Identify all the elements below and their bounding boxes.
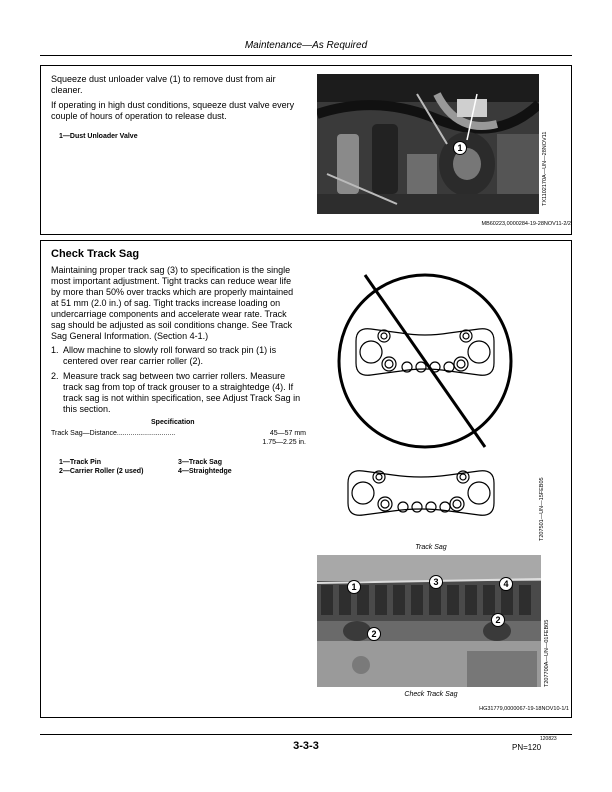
dust-legend: 1—Dust Unloader Valve: [59, 133, 138, 140]
section-title: Check Track Sag: [51, 248, 140, 260]
dust-unloader-section: [40, 65, 572, 235]
dust-unloader-photo: [317, 74, 539, 214]
dust-ref-code: MB60223,0000284-19-28NOV11-2/2: [481, 221, 571, 227]
spec-heading: Specification: [151, 419, 195, 426]
dust-para-1: Squeeze dust unloader valve (1) to remove dust from air cleaner.: [51, 74, 276, 95]
photo-callout-2-left: 2: [367, 627, 381, 641]
step-1: Allow machine to slowly roll forward so track pin (1) is centered over rear carrier roller (2).: [63, 345, 277, 366]
footer-code: 120823: [540, 736, 557, 742]
spec-label: Track Sag—Distance: [51, 430, 117, 437]
track-sag-diagram: [321, 263, 533, 545]
dust-photo-code: TX1102170A—UN—28NOV11: [542, 131, 548, 206]
spec-value-mm: 45—57 mm: [269, 430, 306, 437]
diagram-caption: Track Sag: [415, 544, 447, 551]
legend-straightedge: 4—Straightedge: [178, 468, 232, 475]
legend-track-sag: 3—Track Sag: [178, 459, 222, 466]
photo-callout-4: 4: [499, 577, 513, 591]
check-track-sag-section: [40, 240, 572, 718]
callout-1: 1: [453, 141, 467, 155]
spec-value-in: 1.75—2.25 in.: [262, 439, 306, 446]
dust-para-2: If operating in high dust conditions, squeeze dust valve every couple of hours of operation to release dust.: [51, 100, 295, 121]
photo-caption: Check Track Sag: [404, 691, 458, 698]
track-sag-ref-code: HG31779,0000067-19-18NOV10-1/1: [479, 706, 569, 712]
photo-callout-2-right: 2: [491, 613, 505, 627]
step-2: Measure track sag between two carrier rollers. Measure track sag from top of track grouser to a straightedge (4). If track sag is not within specification, see Adjust Track Sag in this section.: [63, 371, 301, 414]
page-header-title: Maintenance—As Required: [244, 40, 368, 51]
pn-number: PN=120: [512, 743, 542, 752]
diagram-code: T207501—UN—15FEB05: [539, 477, 545, 541]
photo-callout-1: 1: [347, 580, 361, 594]
track-sag-intro: Maintaining proper track sag (3) to specification is the single most important adjustment. Tight tracks can reduce wear life by more than 50% over tracks which are properly maintained at 51 mm (2.0 in.) of sag. Tight tracks increase loading on undercarriage components and accelerate wear rate. Track sag should be adjusted as soil conditions change. See Track Sag General Information. (Section 4-1.): [51, 265, 294, 341]
photo-code: T207700A—UN—01FEB05: [544, 619, 550, 687]
check-track-sag-photo: [317, 555, 541, 687]
header-rule: [40, 55, 572, 56]
step-1-number: 1.: [51, 345, 59, 355]
legend-carrier-roller: 2—Carrier Roller (2 used): [59, 468, 144, 475]
footer-rule: [40, 734, 572, 735]
page-number: 3-3-3: [293, 740, 319, 752]
spec-dots: ..............................: [116, 430, 176, 437]
legend-track-pin: 1—Track Pin: [59, 459, 102, 466]
photo-callout-3: 3: [429, 575, 443, 589]
step-2-number: 2.: [51, 371, 59, 381]
